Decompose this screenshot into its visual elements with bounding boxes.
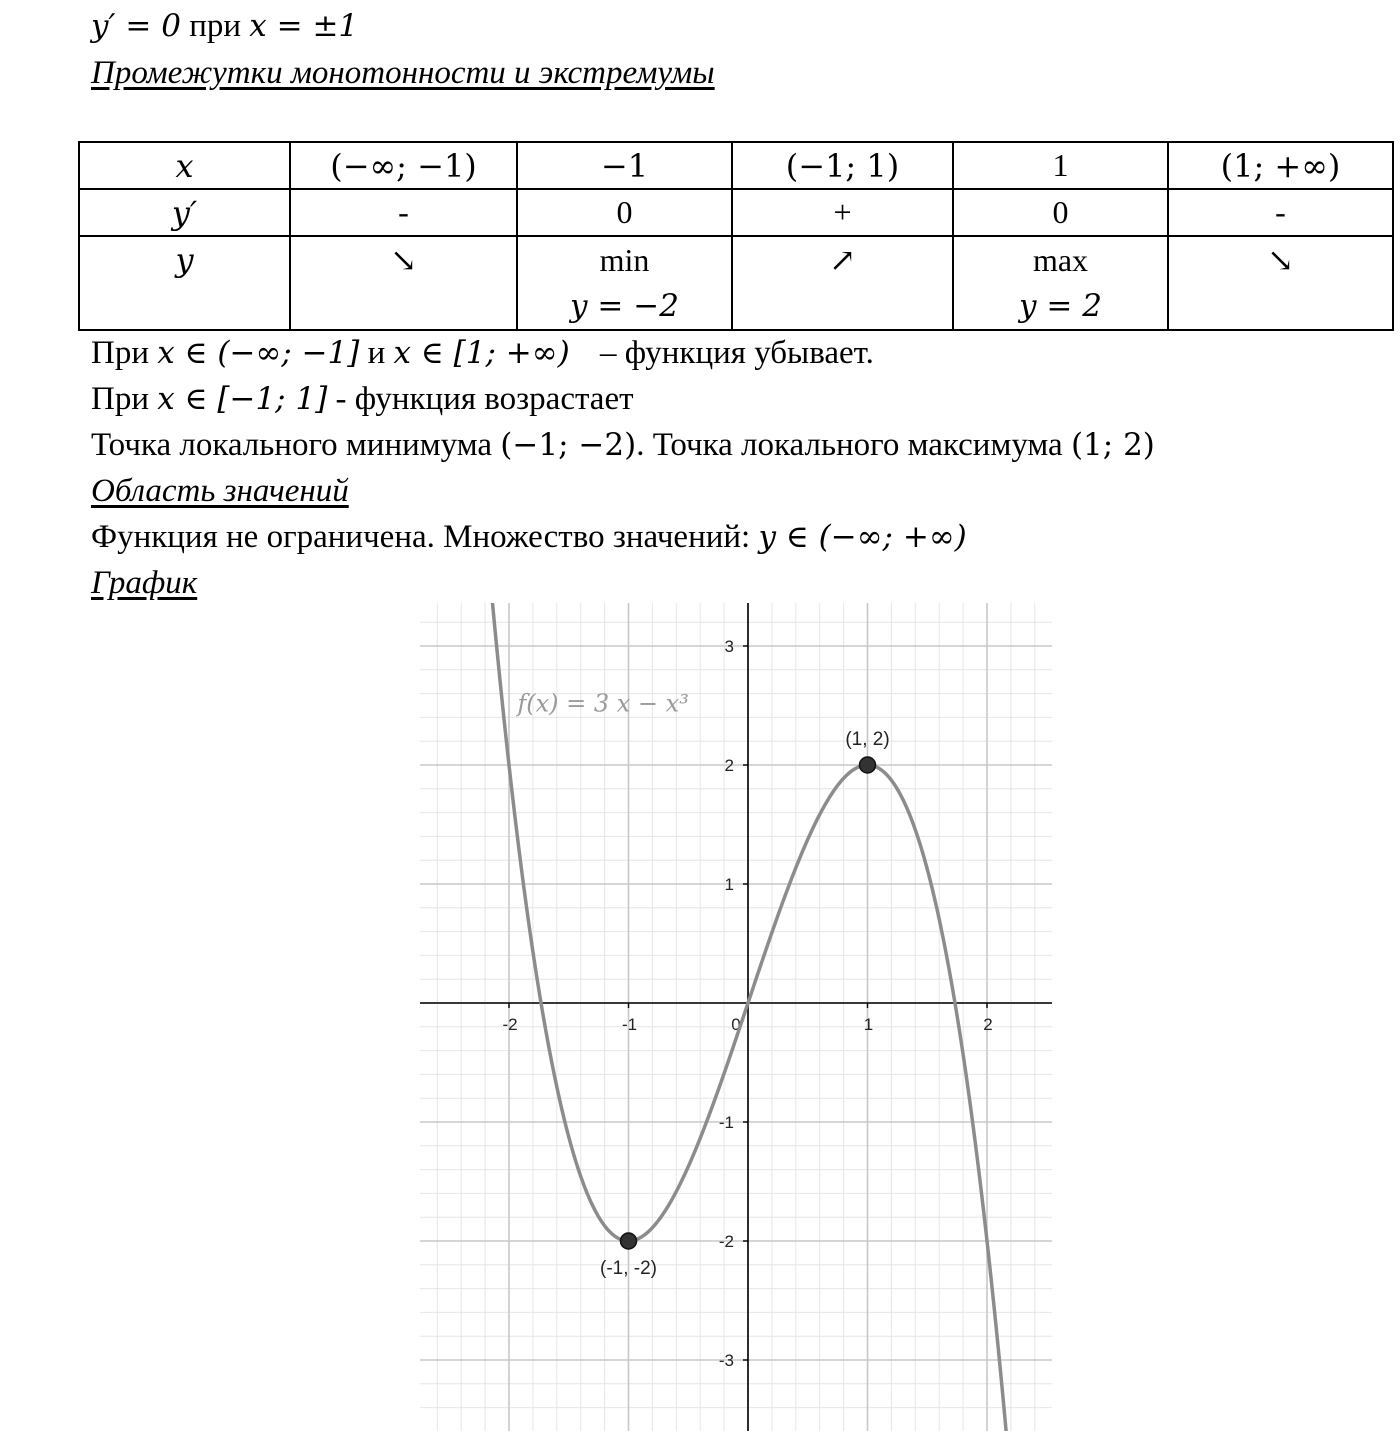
- y-tick-label: -2: [718, 1232, 734, 1251]
- dec-text-1: При: [91, 335, 149, 371]
- derivative-zero-math: y′ = 0: [91, 8, 181, 44]
- table-row-function: [79, 236, 1393, 330]
- inc-interval: x ∈ [−1; 1]: [157, 381, 328, 417]
- cell-x-interval-1: (−∞; −1): [290, 142, 517, 189]
- cell-x-interval-3: (1; +∞): [1168, 142, 1393, 189]
- range-text: Функция не ограничена. Множество значений:: [91, 519, 751, 555]
- x-values-math: x = ±1: [249, 8, 359, 44]
- decreasing-line: [91, 333, 874, 373]
- cell-dy-2: 0: [517, 189, 732, 236]
- min-label: min: [599, 242, 650, 278]
- dec-interval-2: x ∈ [1; +∞): [393, 335, 570, 371]
- extremum-point-label: (1, 2): [845, 729, 890, 750]
- cell-y-max: [953, 236, 1168, 330]
- cell-x-point-1: −1: [517, 142, 732, 189]
- heading-range: Область значений: [91, 473, 349, 509]
- cell-dy-3: +: [732, 189, 953, 236]
- increasing-line: [91, 379, 634, 419]
- range-math: y ∈ (−∞; +∞): [758, 519, 967, 555]
- word-pri: при: [189, 8, 242, 44]
- function-label: f(x) = 3 x − x³: [517, 689, 689, 718]
- cell-dy-4: 0: [953, 189, 1168, 236]
- y-tick-label: -1: [718, 1113, 734, 1132]
- y-tick-label: 3: [724, 637, 734, 656]
- cell-y-decreasing-2: ↘: [1168, 236, 1393, 330]
- table-row-derivative: [79, 189, 1393, 236]
- cell-x-interval-2: (−1; 1): [732, 142, 953, 189]
- x-tick-label: 1: [863, 1015, 874, 1034]
- ext-max-point: (1; 2): [1070, 427, 1155, 463]
- max-label: max: [1032, 242, 1089, 278]
- function-graph: [420, 603, 1052, 1431]
- inc-text-1: При: [91, 381, 149, 417]
- max-value: y = 2: [1019, 288, 1102, 324]
- dec-text-3: – функция убывает.: [599, 335, 874, 371]
- extremum-point: [860, 757, 876, 773]
- ext-text-1: Точка локального минимума: [91, 427, 493, 463]
- x-tick-label: 2: [983, 1015, 993, 1034]
- critical-points-line: [91, 6, 358, 46]
- y-tick-label: 2: [724, 756, 734, 775]
- x-tick-label: 0: [731, 1015, 741, 1034]
- dec-interval-1: x ∈ (−∞; −1]: [157, 335, 360, 371]
- y-tick-label: -3: [718, 1351, 734, 1370]
- ext-min-point: (−1; −2): [500, 427, 637, 463]
- ext-text-2: . Точка локального максимума: [636, 427, 1063, 463]
- min-value: y = −2: [570, 288, 679, 324]
- cell-dy-1: -: [290, 189, 517, 236]
- heading-monotonicity: Промежутки монотонности и экстремумы: [91, 55, 715, 91]
- range-line: [91, 517, 967, 557]
- dec-text-2: и: [367, 335, 386, 371]
- monotonicity-table: [78, 141, 1394, 331]
- cell-x-point-2: 1: [953, 142, 1168, 189]
- cell-y-decreasing-1: ↘: [290, 236, 517, 330]
- inc-text-2: - функция возрастает: [335, 381, 634, 417]
- cell-dy-label: y′: [79, 189, 290, 236]
- extremum-point: [621, 1233, 637, 1249]
- extrema-line: [91, 425, 1155, 465]
- cell-y-label: y: [79, 236, 290, 330]
- cell-x-label: x: [79, 142, 290, 189]
- extremum-point-label: (-1, -2): [600, 1258, 657, 1279]
- y-tick-label: 1: [724, 875, 734, 894]
- cell-y-min: [517, 236, 732, 330]
- table-row-x: [79, 142, 1393, 189]
- x-tick-label: -2: [502, 1015, 518, 1034]
- x-tick-label: -1: [621, 1015, 638, 1034]
- cell-y-increasing: ↗: [732, 236, 953, 330]
- heading-graph: График: [91, 565, 198, 601]
- cell-dy-5: -: [1168, 189, 1393, 236]
